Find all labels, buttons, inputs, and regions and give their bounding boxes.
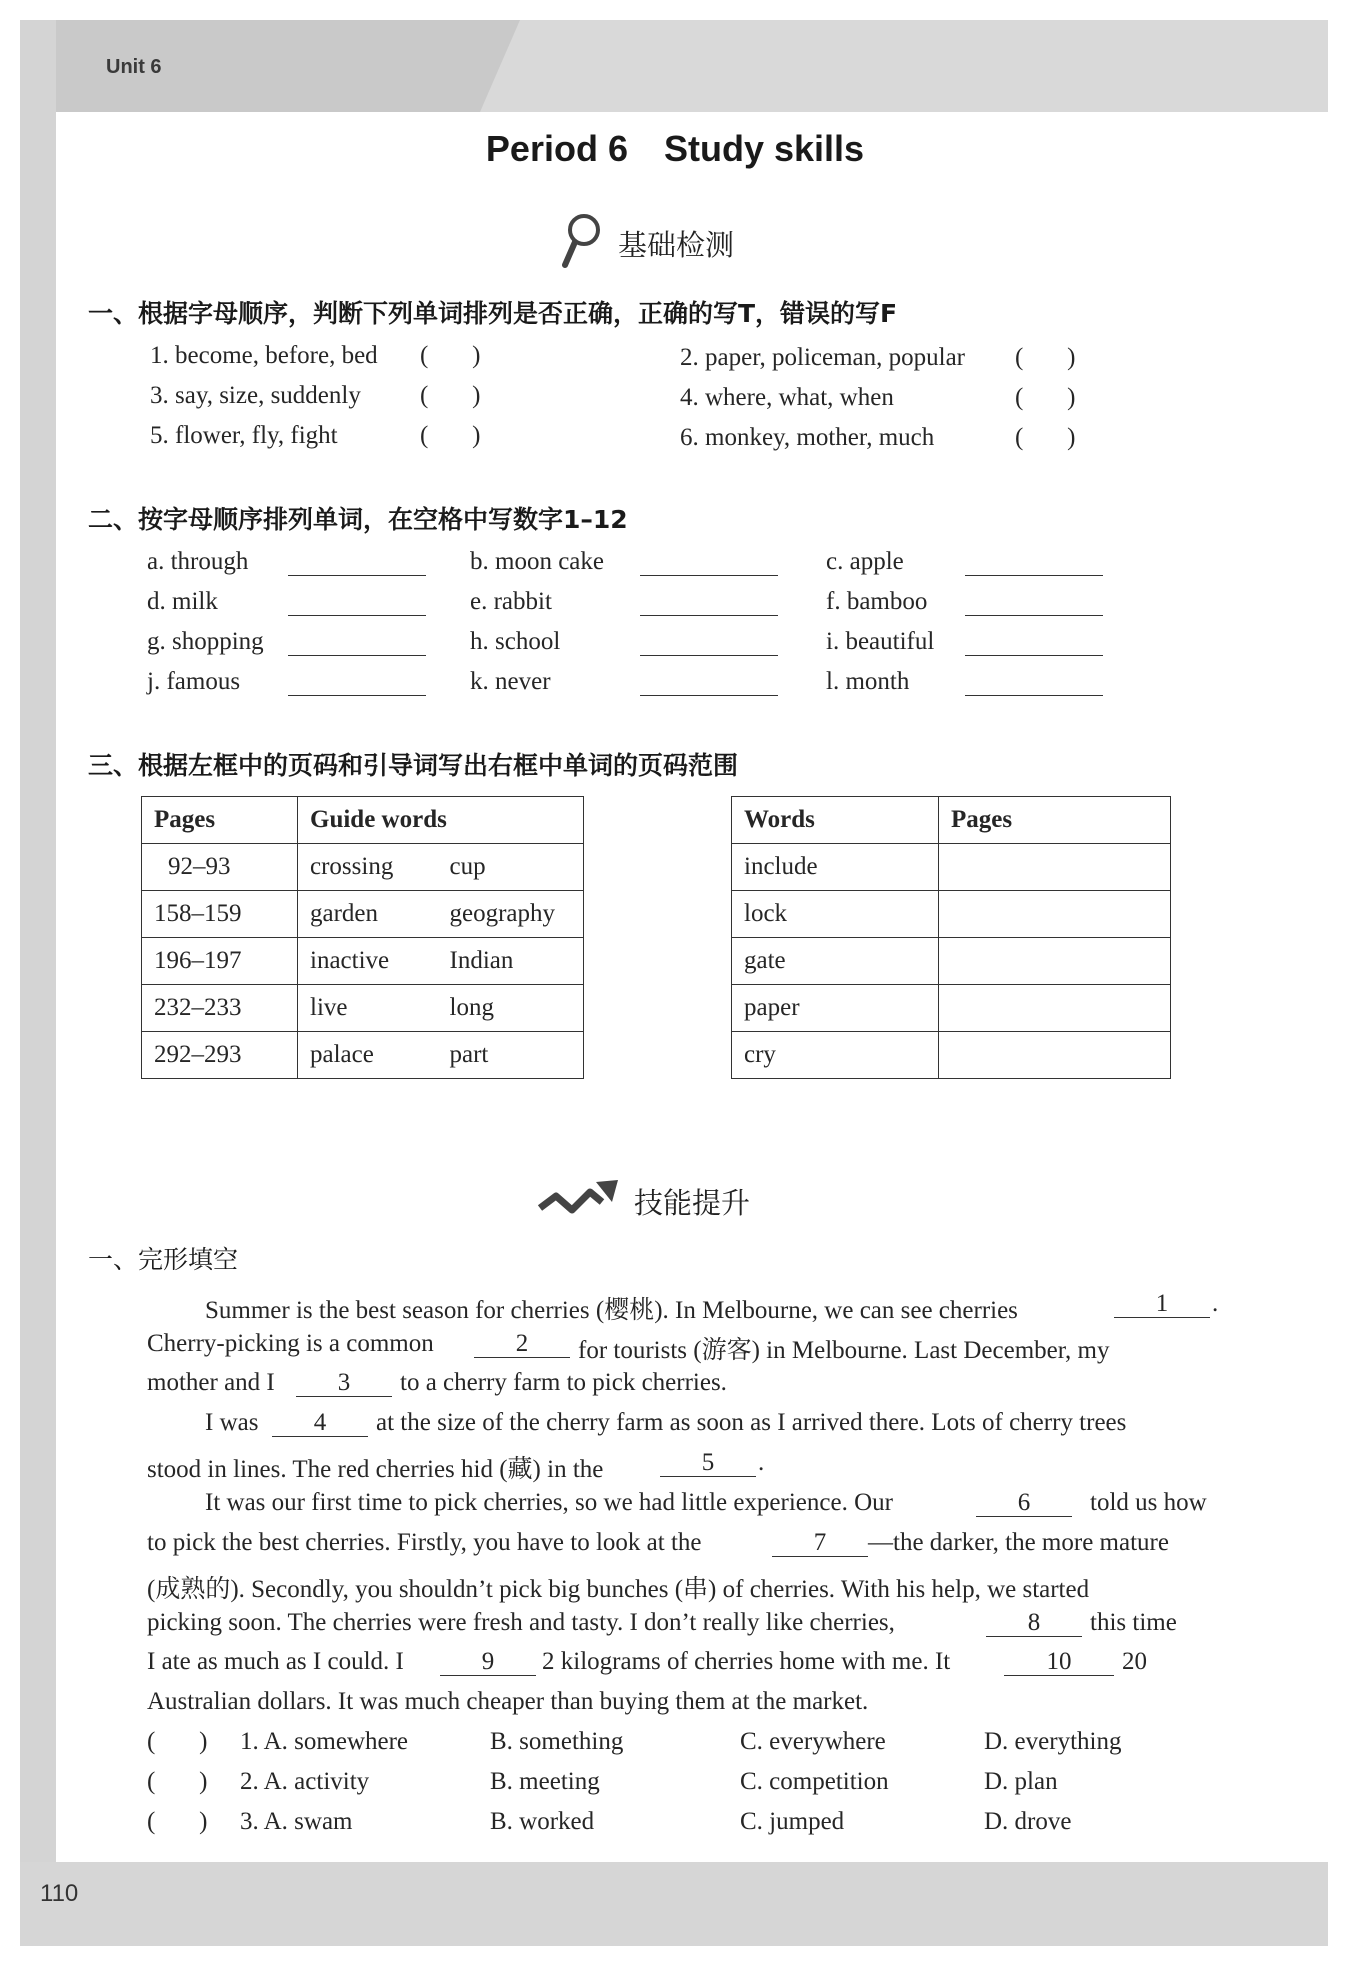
cloze-text: to a cherry farm to pick cherries. <box>400 1369 727 1396</box>
list-item: h. school <box>470 628 561 655</box>
cloze-text: I ate as much as I could. I <box>147 1648 404 1675</box>
table-header: Guide words <box>298 797 584 844</box>
answer-blank[interactable] <box>288 695 426 696</box>
cloze-text: It was our first time to pick cherries, so we had little experience. Our <box>205 1489 893 1516</box>
list-item: 1. become, before, bed <box>150 342 378 369</box>
cloze-blank-number: 6 <box>1017 1489 1031 1516</box>
question-option-a: 2. A. activity <box>240 1768 370 1795</box>
cloze-text: . <box>1212 1290 1219 1317</box>
page-number: 110 <box>40 1880 79 1907</box>
list-item: 2. paper, policeman, popular <box>680 344 966 371</box>
table-row <box>732 985 1171 1032</box>
answer-bracket[interactable]: ( ) <box>1015 424 1076 451</box>
cloze-text: to pick the best cherries. Firstly, you have to look at the <box>147 1529 702 1556</box>
table-cell: gate <box>732 938 939 985</box>
answer-bracket[interactable]: ( ) <box>147 1728 208 1755</box>
cloze-blank-number: 10 <box>1046 1648 1072 1675</box>
table-header: Pages <box>142 797 298 844</box>
list-item: j. famous <box>147 668 241 695</box>
section-banner-label: 技能提升 <box>634 1186 751 1220</box>
cloze-blank-number: 9 <box>481 1648 495 1675</box>
table-cell: 292–293 <box>142 1032 298 1079</box>
question-option-b: B. something <box>490 1728 624 1755</box>
cloze-text: I was <box>205 1409 259 1436</box>
question-option-c: C. competition <box>740 1768 889 1795</box>
cloze-text: told us how <box>1090 1489 1207 1516</box>
question-option-b: B. worked <box>490 1808 595 1835</box>
cloze-text: stood in lines. The red cherries hid (藏) in the <box>147 1456 604 1483</box>
list-item: 5. flower, fly, fight <box>150 422 338 449</box>
table-row <box>732 1032 1171 1079</box>
question-option-d: D. everything <box>984 1728 1122 1755</box>
part3-heading: 三、根据左框中的页码和引导词写出右框中单词的页码范围 <box>88 751 739 780</box>
section-banner-label: 基础检测 <box>618 228 735 262</box>
cloze-blank-number: 5 <box>701 1449 715 1476</box>
cloze-text: mother and I <box>147 1369 275 1396</box>
table-cell: 158–159 <box>142 891 298 938</box>
table-cell: geography <box>438 891 584 938</box>
trend-arrow-icon <box>536 1176 620 1227</box>
cloze-blank-number: 2 <box>515 1330 529 1357</box>
cloze-text: this time <box>1090 1609 1177 1636</box>
question-option-d: D. plan <box>984 1768 1058 1795</box>
unit-label: Unit 6 <box>106 56 162 78</box>
list-item: c. apple <box>826 548 904 575</box>
list-item: g. shopping <box>147 628 264 655</box>
answer-blank[interactable] <box>288 655 426 656</box>
question-option-c: C. everywhere <box>740 1728 886 1755</box>
topic-label: Study skills <box>663 128 865 169</box>
table-cell: 232–233 <box>142 985 298 1032</box>
table-cell: 196–197 <box>142 938 298 985</box>
cloze-text: picking soon. The cherries were fresh and tasty. I don’t really like cherries, <box>147 1609 895 1636</box>
cloze-text: 20 <box>1122 1648 1147 1675</box>
table-cell: inactive <box>298 938 438 985</box>
table-row <box>732 891 1171 938</box>
table-cell: include <box>732 844 939 891</box>
cloze-heading: 一、完形填空 <box>88 1245 239 1274</box>
cloze-text: —the darker, the more mature <box>868 1529 1169 1556</box>
answer-blank[interactable] <box>640 615 778 616</box>
question-option-d: D. drove <box>984 1808 1072 1835</box>
part2-heading: 二、按字母顺序排列单词，在空格中写数字1–12 <box>88 505 628 534</box>
table-cell: lock <box>732 891 939 938</box>
guide-words-table <box>141 796 584 1079</box>
cloze-text: Cherry-picking is a common <box>147 1330 434 1357</box>
pages-answer-cell[interactable] <box>939 985 1171 1032</box>
table-cell: Indian <box>438 938 584 985</box>
list-item: f. bamboo <box>826 588 928 615</box>
answer-bracket[interactable]: ( ) <box>420 342 481 369</box>
table-row <box>142 891 584 938</box>
list-item: a. through <box>147 548 249 575</box>
answer-blank[interactable] <box>288 615 426 616</box>
cloze-text: . <box>758 1449 765 1476</box>
page-frame-top-accent <box>20 20 520 112</box>
table-row <box>142 844 584 891</box>
part1-heading: 一、根据字母顺序，判断下列单词排列是否正确，正确的写T，错误的写F <box>88 299 898 328</box>
answer-bracket[interactable]: ( ) <box>147 1768 208 1795</box>
list-item: 4. where, what, when <box>680 384 894 411</box>
pages-answer-cell[interactable] <box>939 938 1171 985</box>
answer-blank[interactable] <box>965 615 1103 616</box>
table-cell: crossing <box>298 844 438 891</box>
list-item: i. beautiful <box>826 628 935 655</box>
list-item: e. rabbit <box>470 588 552 615</box>
table-header: Pages <box>939 797 1171 844</box>
table-header: Words <box>732 797 939 844</box>
list-item: d. milk <box>147 588 218 615</box>
answer-blank[interactable] <box>965 695 1103 696</box>
list-item: l. month <box>826 668 910 695</box>
table-cell: live <box>298 985 438 1032</box>
table-cell: cup <box>438 844 584 891</box>
list-item: 6. monkey, mother, much <box>680 424 935 451</box>
answer-blank[interactable] <box>288 575 426 576</box>
table-row <box>142 1032 584 1079</box>
section-banner-skills <box>536 1176 750 1227</box>
page-frame-bottom <box>20 1862 1328 1946</box>
answer-blank[interactable] <box>965 575 1103 576</box>
question-option-a: 3. A. swam <box>240 1808 353 1835</box>
answer-blank[interactable] <box>965 655 1103 656</box>
cloze-text: 2 kilograms of cherries home with me. It <box>542 1648 951 1675</box>
table-row <box>142 985 584 1032</box>
table-cell: palace <box>298 1032 438 1079</box>
cloze-text: for tourists (游客) in Melbourne. Last December, my <box>578 1337 1110 1364</box>
cloze-blank-number: 3 <box>337 1369 351 1396</box>
answer-blank[interactable] <box>640 575 778 576</box>
cloze-blank-number: 7 <box>813 1529 827 1556</box>
pages-answer-cell[interactable] <box>939 891 1171 938</box>
answer-bracket[interactable]: ( ) <box>1015 384 1076 411</box>
answer-bracket[interactable]: ( ) <box>147 1808 208 1835</box>
cloze-blank-number: 8 <box>1027 1609 1041 1636</box>
words-pages-table <box>731 796 1171 1079</box>
table-cell: paper <box>732 985 939 1032</box>
period-label: Period 6 <box>485 128 628 169</box>
answer-bracket[interactable]: ( ) <box>420 422 481 449</box>
table-row <box>732 844 1171 891</box>
answer-blank[interactable] <box>640 655 778 656</box>
cloze-text: Summer is the best season for cherries (樱桃). In Melbourne, we can see cherries <box>205 1297 1018 1324</box>
cloze-text: at the size of the cherry farm as soon as I arrived there. Lots of cherry trees <box>376 1409 1127 1436</box>
cloze-text: (成熟的). Secondly, you shouldn’t pick big bunches (串) of cherries. With his help, we started <box>147 1576 1090 1603</box>
cloze-blank-number: 1 <box>1155 1290 1169 1317</box>
pages-answer-cell[interactable] <box>939 1032 1171 1079</box>
page-title <box>0 128 1350 170</box>
page-frame-left <box>20 20 56 1946</box>
list-item: b. moon cake <box>470 548 604 575</box>
cloze-blank-number: 4 <box>313 1409 327 1436</box>
table-cell: 92–93 <box>142 844 298 891</box>
table-cell: cry <box>732 1032 939 1079</box>
question-option-a: 1. A. somewhere <box>240 1728 409 1755</box>
table-cell: part <box>438 1032 584 1079</box>
list-item: 3. say, size, suddenly <box>150 382 361 409</box>
list-item: k. never <box>470 668 551 695</box>
table-cell: garden <box>298 891 438 938</box>
answer-blank[interactable] <box>640 695 778 696</box>
answer-bracket[interactable]: ( ) <box>1015 344 1076 371</box>
answer-bracket[interactable]: ( ) <box>420 382 481 409</box>
cloze-text: Australian dollars. It was much cheaper than buying them at the market. <box>147 1688 869 1715</box>
section-banner-basic <box>560 212 734 275</box>
table-row <box>142 938 584 985</box>
pages-answer-cell[interactable] <box>939 844 1171 891</box>
table-cell: long <box>438 985 584 1032</box>
table-row <box>732 938 1171 985</box>
question-option-b: B. meeting <box>490 1768 600 1795</box>
magnifier-icon <box>560 212 604 275</box>
question-option-c: C. jumped <box>740 1808 845 1835</box>
